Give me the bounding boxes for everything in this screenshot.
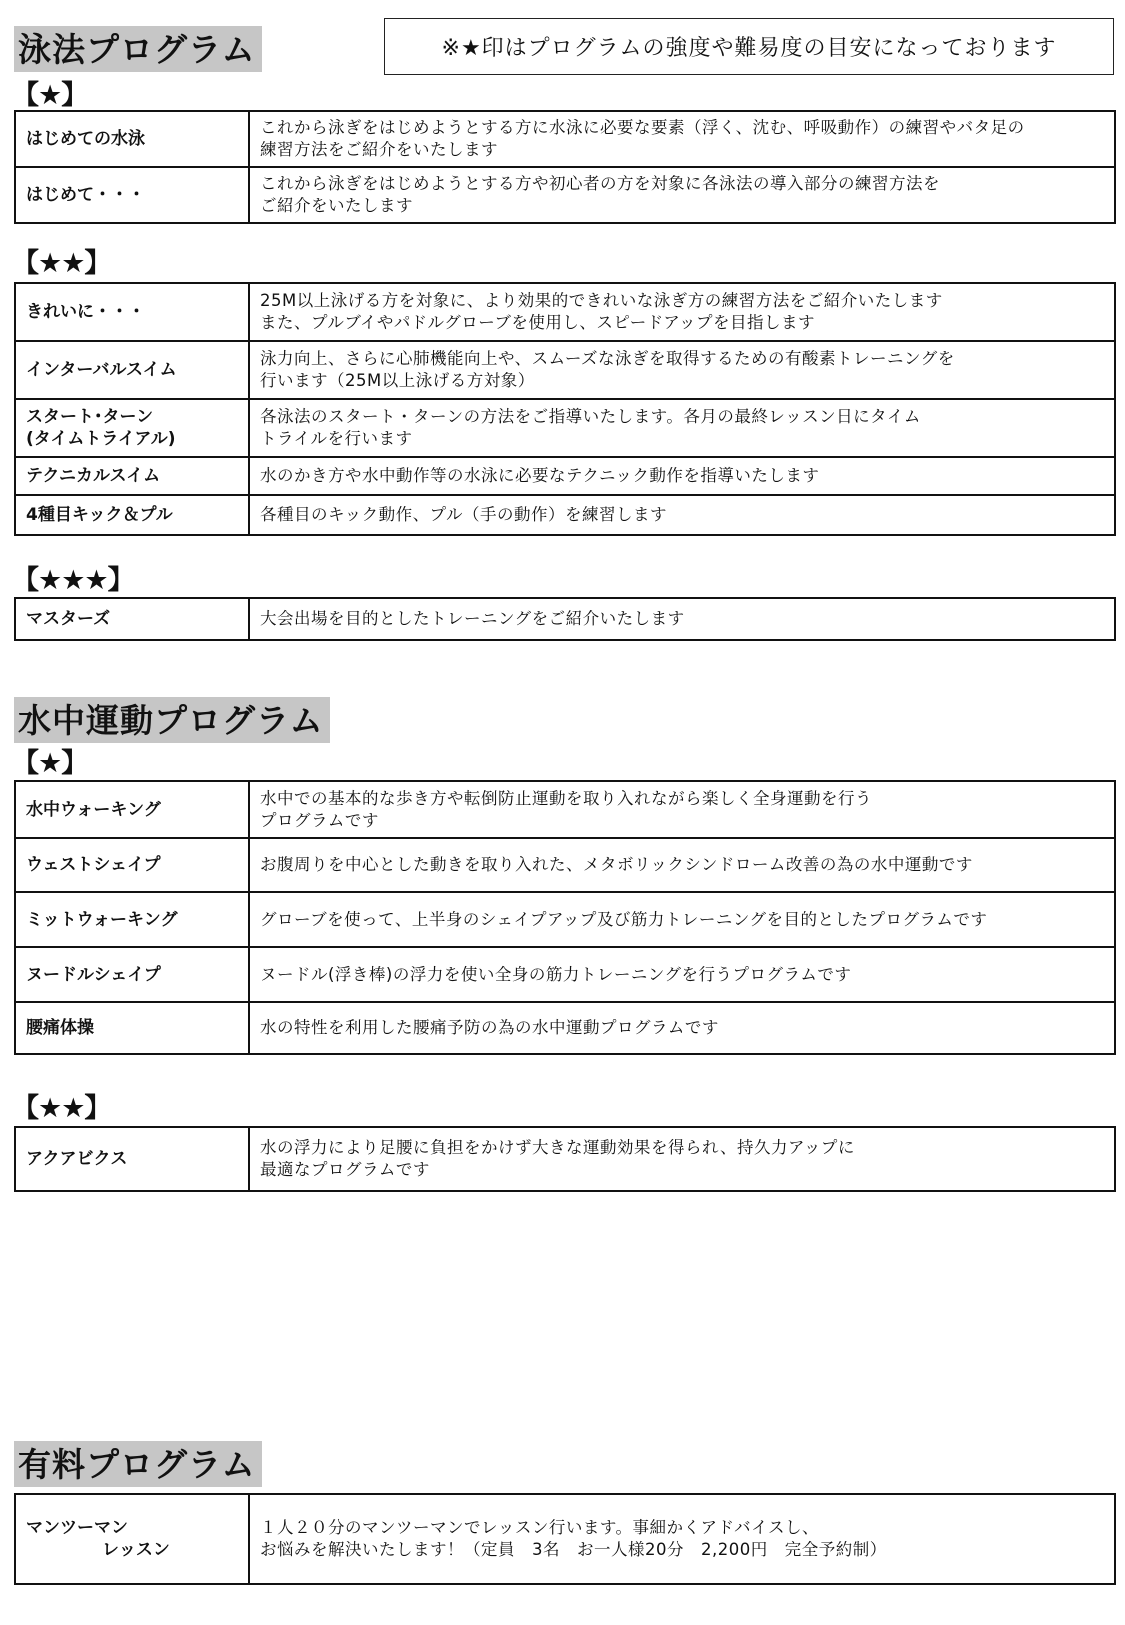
- swim-level-1-table: [14, 110, 1116, 224]
- aqua-level-1-label: 【★】: [12, 748, 88, 779]
- program-description: １人２０分のマンツーマンでレッスン行います。事細かくアドバイスし、 お悩みを解決いたします！（定員 3名 お一人様20分 2,200円 完全予約制）: [249, 1494, 1115, 1584]
- table-row: [15, 1494, 1115, 1584]
- paid-table: [14, 1493, 1116, 1585]
- swim-level-2-table: [14, 282, 1116, 536]
- program-description: 各泳法のスタート・ターンの方法をご指導いたします。各月の最終レッスン日にタイム トライルを行います: [249, 399, 1115, 457]
- program-name: はじめての水泳: [15, 111, 249, 167]
- paid-section-title: 有料プログラム: [14, 1441, 262, 1487]
- table-row: [15, 457, 1115, 495]
- program-name-line-1: マンツーマン: [26, 1518, 128, 1538]
- program-description: これから泳ぎをはじめようとする方に水泳に必要な要素（浮く、沈む、呼吸動作）の練習やバタ足の 練習方法をご紹介をいたします: [249, 111, 1115, 167]
- program-description: 各種目のキック動作、プル（手の動作）を練習します: [249, 495, 1115, 535]
- table-row: [15, 1127, 1115, 1191]
- program-description: 25M以上泳げる方を対象に、より効果的できれいな泳ぎ方の練習方法をご紹介いたします また、プルブイやパドルグローブを使用し、スピードアップを目指します: [249, 283, 1115, 341]
- table-row: [15, 598, 1115, 640]
- swim-section-title: 泳法プログラム: [14, 26, 262, 72]
- program-name: ミットウォーキング: [15, 892, 249, 947]
- aqua-level-2-label: 【★★】: [12, 1093, 111, 1124]
- swim-level-3-table: [14, 597, 1116, 641]
- program-name: テクニカルスイム: [15, 457, 249, 495]
- program-description: 水中での基本的な歩き方や転倒防止運動を取り入れながら楽しく全身運動を行う プログラムです: [249, 781, 1115, 838]
- program-description: 泳力向上、さらに心肺機能向上や、スムーズな泳ぎを取得するための有酸素トレーニングを 行います（25M以上泳げる方対象）: [249, 341, 1115, 399]
- program-description: お腹周りを中心とした動きを取り入れた、メタボリックシンドローム改善の為の水中運動です: [249, 838, 1115, 892]
- table-row: [15, 495, 1115, 535]
- table-row: [15, 167, 1115, 223]
- table-row: [15, 341, 1115, 399]
- program-description: 大会出場を目的としたトレーニングをご紹介いたします: [249, 598, 1115, 640]
- program-name: マスターズ: [15, 598, 249, 640]
- program-name: 腰痛体操: [15, 1002, 249, 1054]
- program-description: 水の浮力により足腰に負担をかけず大きな運動効果を得られ、持久力アップに 最適なプログラムです: [249, 1127, 1115, 1191]
- table-row: [15, 892, 1115, 947]
- program-description: ヌードル(浮き棒)の浮力を使い全身の筋力トレーニングを行うプログラムです: [249, 947, 1115, 1002]
- table-row: [15, 399, 1115, 457]
- program-name: きれいに・・・: [15, 283, 249, 341]
- table-row: [15, 1002, 1115, 1054]
- aqua-level-2-table: [14, 1126, 1116, 1192]
- swim-level-1-label: 【★】: [12, 80, 88, 111]
- table-row: [15, 283, 1115, 341]
- aqua-section-title: 水中運動プログラム: [14, 697, 330, 743]
- program-description: 水の特性を利用した腰痛予防の為の水中運動プログラムです: [249, 1002, 1115, 1054]
- star-legend-note: ※★印はプログラムの強度や難易度の目安になっております: [384, 18, 1114, 75]
- table-row: [15, 838, 1115, 892]
- program-name: ヌードルシェイプ: [15, 947, 249, 1002]
- table-row: [15, 111, 1115, 167]
- program-name: 水中ウォーキング: [15, 781, 249, 838]
- program-name-line-2: レッスン: [102, 1540, 170, 1560]
- table-row: [15, 947, 1115, 1002]
- program-name: ウェストシェイプ: [15, 838, 249, 892]
- swim-level-2-label: 【★★】: [12, 248, 111, 279]
- program-name: [15, 1494, 249, 1584]
- swim-level-3-label: 【★★★】: [12, 565, 134, 596]
- program-name: 4種目キック＆プル: [15, 495, 249, 535]
- aqua-level-1-table: [14, 780, 1116, 1055]
- program-name: アクアビクス: [15, 1127, 249, 1191]
- program-description: グローブを使って、上半身のシェイプアップ及び筋力トレーニングを目的としたプログラムです: [249, 892, 1115, 947]
- program-description: 水のかき方や水中動作等の水泳に必要なテクニック動作を指導いたします: [249, 457, 1115, 495]
- program-description: これから泳ぎをはじめようとする方や初心者の方を対象に各泳法の導入部分の練習方法を ご紹介をいたします: [249, 167, 1115, 223]
- program-name: スタート･ターン (タイムトライアル): [15, 399, 249, 457]
- table-row: [15, 781, 1115, 838]
- program-name: インターバルスイム: [15, 341, 249, 399]
- program-name: はじめて・・・: [15, 167, 249, 223]
